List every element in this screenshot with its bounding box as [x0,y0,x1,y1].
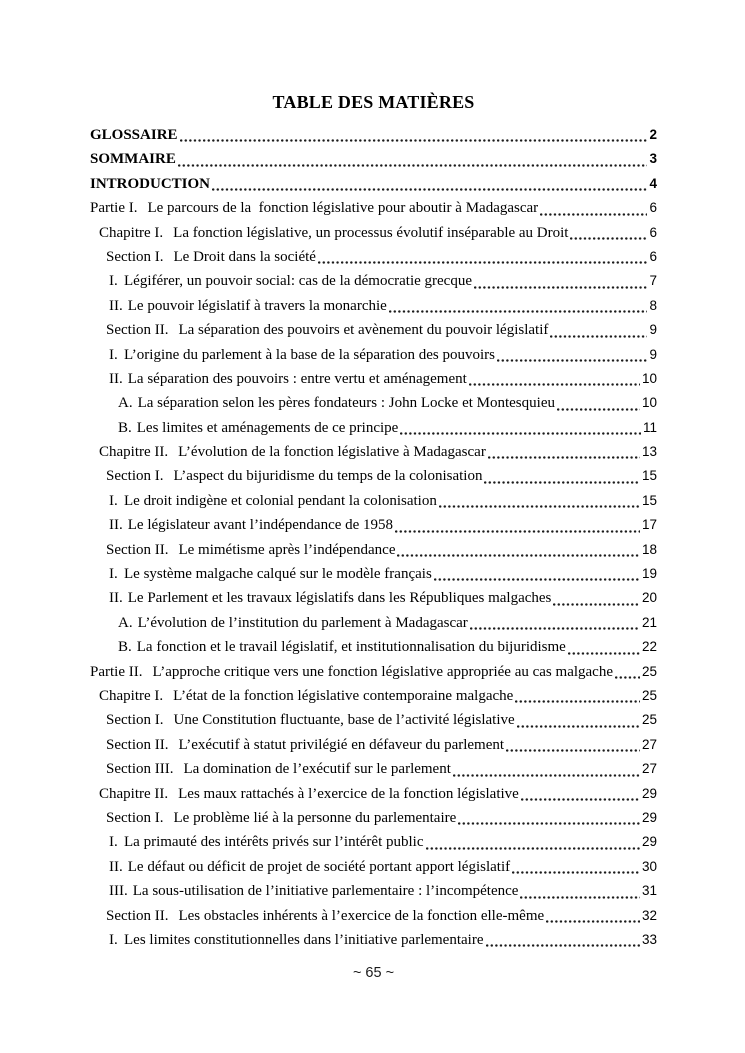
toc-leader-dots [517,725,640,728]
toc-entry-page: 10 [641,370,657,386]
toc-entry-title: Le système malgache calqué sur le modèle français [124,566,432,583]
toc-entry[interactable] [90,367,657,391]
toc-entry-page: 6 [649,200,657,216]
toc-entry-page: 27 [641,761,657,777]
toc-entry-page: 25 [641,712,657,728]
toc-entry-label: I. [109,492,118,509]
toc-leader-dots [546,920,640,923]
toc-entry[interactable] [90,391,657,415]
toc-entry-title: La sous-utilisation de l’initiative parlementaire : l’incompétence [132,883,519,900]
toc-leader-dots [395,530,640,533]
toc-leader-dots [568,652,640,655]
toc-entry-page: 3 [649,151,657,167]
toc-entry-page: 22 [641,639,657,655]
toc-leader-dots [515,700,640,703]
toc-entry[interactable] [90,708,657,732]
toc-entry[interactable] [90,733,657,757]
toc-entry-page: 9 [649,346,657,362]
toc-entry-label: Section I. [106,712,164,729]
toc-entry[interactable] [90,123,657,147]
toc-entry-label: Section II. [106,541,169,558]
toc-entry-label: Partie I. [90,200,138,217]
toc-entry-label: Chapitre II. [99,444,169,461]
toc-leader-dots [486,944,640,947]
toc-entry[interactable] [90,806,657,830]
toc-entry-title: Les limites constitutionnelles dans l’initiative parlementaire [124,931,484,948]
toc-leader-dots [550,335,647,338]
toc-entry-title: L’évolution de la fonction législative à Madagascar [178,444,486,461]
toc-entry-label: II. [109,370,123,387]
toc-entry-title: Le droit indigène et colonial pendant la colonisation [124,492,437,509]
toc-entry[interactable] [90,196,657,220]
toc-leader-dots [474,286,647,289]
toc-entry-page: 15 [641,492,657,508]
toc-entry-page: 8 [649,297,657,313]
toc-entry-title: Le Parlement et les travaux législatifs dans les Républiques malgaches [127,590,552,607]
toc-entry-label: Section I. [106,248,164,265]
toc-entry[interactable] [90,440,657,464]
toc-entry-page: 19 [641,566,657,582]
toc-entry-label: I. [109,566,118,583]
toc-entry-title: L’exécutif à statut privilégié en défaveur du parlement [178,736,505,753]
toc-entry-label: II. [109,517,123,534]
toc-entry-title: L’approche critique vers une fonction législative appropriée au cas malgache [152,663,613,680]
toc-leader-dots [615,676,640,679]
toc-entry-label: Section I. [106,809,164,826]
toc-entry-page: 6 [649,224,657,240]
table-of-contents [90,123,657,952]
toc-entry[interactable] [90,513,657,537]
toc-entry[interactable] [90,586,657,610]
toc-entry[interactable] [90,782,657,806]
toc-entry-label: A. [118,395,133,412]
toc-entry-page: 29 [641,834,657,850]
toc-entry[interactable] [90,147,657,171]
toc-entry-page: 25 [641,687,657,703]
toc-entry-page: 10 [641,395,657,411]
toc-entry-page: 15 [641,468,657,484]
toc-leader-dots [570,237,647,240]
toc-entry-title: L’évolution de l’institution du parlement à Madagascar [137,614,468,631]
toc-entry-page: 27 [641,736,657,752]
page-title: TABLE DES MATIÈRES [272,92,475,112]
toc-entry-title: La primauté des intérêts privés sur l’intérêt public [124,834,424,851]
toc-leader-dots [439,505,640,508]
toc-entry-page: 4 [649,175,657,191]
toc-entry-title: Le problème lié à la personne du parlementaire [173,809,457,826]
toc-entry-label: B. [118,639,132,656]
toc-entry[interactable] [90,464,657,488]
toc-entry-title: La séparation selon les pères fondateurs : John Locke et Montesquieu [137,395,555,412]
toc-leader-dots [484,481,639,484]
toc-entry[interactable] [90,830,657,854]
toc-entry-title: Le Droit dans la société [173,248,316,265]
toc-entry[interactable] [90,172,657,196]
toc-entry-title: La domination de l’exécutif sur le parlement [183,761,451,778]
toc-entry-page: 30 [641,858,657,874]
toc-leader-dots [400,432,641,435]
toc-entry-title: Le parcours de la fonction législative pour aboutir à Madagascar [147,200,539,217]
toc-entry-label: Section II. [106,322,169,339]
toc-leader-dots [389,310,648,313]
toc-entry[interactable] [90,343,657,367]
toc-entry[interactable] [90,269,657,293]
toc-entry-label: Section I. [106,468,164,485]
toc-entry-label: II. [109,858,123,875]
toc-entry-label: III. [109,883,128,900]
toc-leader-dots [488,456,640,459]
toc-entry[interactable] [90,318,657,342]
toc-entry-page: 11 [642,419,657,435]
toc-entry-page: 25 [641,663,657,679]
toc-entry-title: SOMMAIRE [90,151,176,168]
toc-leader-dots [434,578,640,581]
toc-entry-label: Chapitre I. [99,224,164,241]
toc-entry[interactable] [90,635,657,659]
toc-entry-title: L’origine du parlement à la base de la séparation des pouvoirs [124,346,495,363]
toc-entry-label: Chapitre II. [99,785,169,802]
toc-entry-page: 2 [649,127,657,142]
toc-entry[interactable] [90,562,657,586]
toc-entry-title: La fonction et le travail législatif, et institutionnalisation du bijuridisme [136,639,566,656]
toc-entry-page: 18 [641,541,657,557]
toc-entry-page: 33 [641,931,657,947]
toc-entry-title: Les obstacles inhérents à l’exercice de la fonction elle-même [178,907,545,924]
toc-leader-dots [506,749,640,752]
toc-entry-title: L’état de la fonction législative contemporaine malgache [173,687,514,704]
toc-leader-dots [497,359,647,362]
toc-entry-label: Section II. [106,736,169,753]
toc-leader-dots [318,261,648,264]
toc-entry-page: 21 [641,614,657,630]
toc-entry[interactable] [90,879,657,903]
toc-entry-label: II. [109,297,123,314]
toc-entry-label: I. [109,931,118,948]
toc-entry-label: A. [118,614,133,631]
toc-entry-label: I. [109,273,118,290]
toc-entry-title: La fonction législative, un processus évolutif inséparable au Droit [173,224,569,241]
toc-entry-title: Le mimétisme après l’indépendance [178,541,396,558]
toc-entry-label: Section II. [106,907,169,924]
toc-entry[interactable] [90,660,657,684]
toc-leader-dots [469,383,640,386]
toc-entry-title: Les maux rattachés à l’exercice de la fonction législative [178,785,519,802]
toc-leader-dots [553,603,640,606]
toc-entry[interactable] [90,904,657,928]
toc-entry[interactable] [90,489,657,513]
toc-leader-dots [453,774,640,777]
toc-entry-title: La séparation des pouvoirs et avènement du pouvoir législatif [178,322,549,339]
toc-entry-label: Partie II. [90,663,143,680]
toc-entry[interactable] [90,611,657,635]
toc-entry-page: 13 [641,444,657,460]
toc-entry-title: Le pouvoir législatif à travers la monarchie [127,297,387,314]
toc-entry-page: 29 [641,785,657,801]
toc-entry-title: Une Constitution fluctuante, base de l’activité législative [173,712,515,729]
toc-entry[interactable] [90,245,657,269]
toc-leader-dots [180,139,648,142]
toc-entry[interactable] [90,538,657,562]
toc-entry-label: II. [109,590,123,607]
toc-entry-label: I. [109,834,118,851]
toc-entry-title: Le législateur avant l’indépendance de 1958 [127,517,394,534]
toc-entry-page: 17 [641,517,657,533]
toc-leader-dots [178,164,648,167]
toc-entry-title: L’aspect du bijuridisme du temps de la colonisation [173,468,483,485]
toc-entry-title: Les limites et aménagements de ce principe [136,419,399,436]
toc-entry-label: Chapitre I. [99,687,164,704]
toc-entry-label: Section III. [106,761,174,778]
toc-leader-dots [520,896,640,899]
toc-leader-dots [557,408,640,411]
toc-entry-page: 29 [641,809,657,825]
toc-entry-title: GLOSSAIRE [90,127,178,143]
toc-entry-page: 9 [649,322,657,338]
toc-entry-page: 20 [641,590,657,606]
toc-leader-dots [426,847,640,850]
toc-entry-label: I. [109,346,118,363]
toc-entry-title: INTRODUCTION [90,175,211,192]
toc-entry[interactable] [90,684,657,708]
toc-entry-title: Le défaut ou déficit de projet de société portant apport législatif [127,858,511,875]
toc-leader-dots [458,822,640,825]
toc-entry-label: B. [118,419,132,436]
toc-leader-dots [512,871,640,874]
page-number-footer: ~ 65 ~ [352,965,395,982]
toc-entry-page: 32 [641,907,657,923]
toc-entry[interactable] [90,928,657,952]
toc-entry[interactable] [90,221,657,245]
toc-leader-dots [521,798,640,801]
toc-entry-page: 7 [649,273,657,289]
toc-leader-dots [540,213,647,216]
toc-leader-dots [397,554,639,557]
toc-entry-title: La séparation des pouvoirs : entre vertu et aménagement [127,370,467,387]
toc-entry-page: 31 [641,883,657,899]
toc-entry[interactable] [90,757,657,781]
toc-leader-dots [470,627,640,630]
toc-entry[interactable] [90,416,657,440]
toc-entry[interactable] [90,294,657,318]
toc-entry[interactable] [90,855,657,879]
toc-entry-title: Légiférer, un pouvoir social: cas de la démocratie grecque [124,273,472,290]
toc-entry-page: 6 [649,248,657,264]
toc-leader-dots [212,188,647,191]
